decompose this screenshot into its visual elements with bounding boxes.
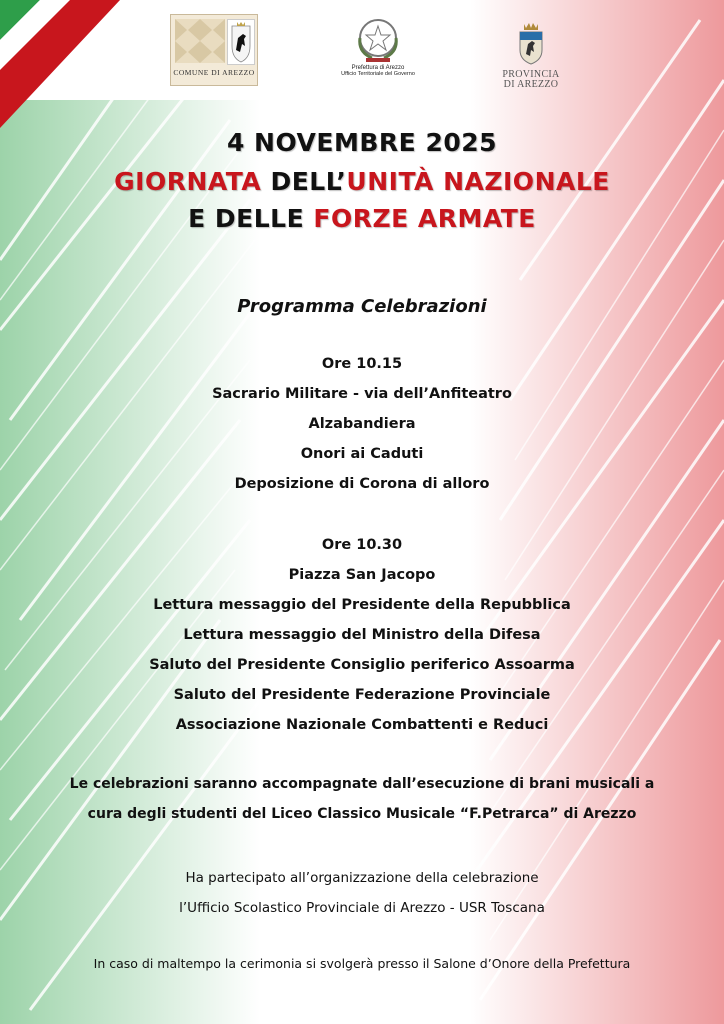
block2-item: Piazza San Jacopo (288, 567, 436, 583)
organization-line2: l’Ufficio Scolastico Provinciale di Arezzo - USR Toscana (179, 900, 545, 916)
block1-item: Alzabandiera (308, 416, 416, 432)
weather-note: In caso di maltempo la cerimonia si svolgerà presso il Salone d’Onore della Prefettura (93, 956, 631, 971)
provincia-di-arezzo-logo (498, 20, 564, 94)
prefettura-logo (330, 14, 426, 94)
event-date: 4 NOVEMBRE 2025 (226, 128, 498, 157)
block2-time: Ore 10.30 (321, 537, 403, 553)
horse-crest-icon (227, 19, 255, 65)
block2-item: Saluto del Presidente Federazione Provinciale (173, 687, 551, 703)
prefettura-line1: Prefettura di Arezzo (351, 65, 405, 71)
title-word-unita-nazionale: UNITÀ NAZIONALE (346, 167, 610, 196)
program-heading: Programma Celebrazioni (237, 296, 487, 317)
event-title-line2 (0, 204, 724, 233)
block1-time: Ore 10.15 (321, 356, 403, 372)
prefettura-line2: Ufficio Territoriale del Governo (341, 71, 415, 77)
provincia-crest-icon (514, 20, 548, 66)
comune-caption: COMUNE DI AREZZO (173, 68, 255, 77)
block2-item: Lettura messaggio del Presidente della Repubblica (153, 597, 571, 613)
title-word-giornata: GIORNATA (114, 167, 262, 196)
block1-item: Deposizione di Corona di alloro (234, 476, 490, 492)
organization-line1: Ha partecipato all’organizzazione della celebrazione (185, 870, 539, 886)
block1-item: Sacrario Militare - via dell’Anfiteatro (212, 386, 512, 402)
title-word-dell: DELL’ (261, 167, 347, 196)
block2-item: Saluto del Presidente Consiglio periferico Assoarma (149, 657, 575, 673)
italian-emblem-icon (352, 14, 404, 64)
block2-item: Associazione Nazionale Combattenti e Reduci (175, 717, 549, 733)
music-line1: Le celebrazioni saranno accompagnate dall’esecuzione di brani musicali a (69, 776, 655, 792)
comune-di-arezzo-logo (170, 14, 258, 86)
title-word-forze-armate: FORZE ARMATE (313, 204, 536, 233)
provincia-line1: PROVINCIA (502, 69, 560, 80)
block2-item: Lettura messaggio del Ministro della Difesa (183, 627, 541, 643)
event-title-line1 (0, 167, 724, 196)
provincia-line2: DI AREZZO (503, 79, 559, 90)
block1-item: Onori ai Caduti (300, 446, 424, 462)
logos-header (0, 0, 724, 100)
music-line2: cura degli studenti del Liceo Classico Musicale “F.Petrarca” di Arezzo (87, 806, 637, 822)
title-word-e-delle: E DELLE (188, 204, 314, 233)
checker-pattern-icon (175, 19, 225, 63)
